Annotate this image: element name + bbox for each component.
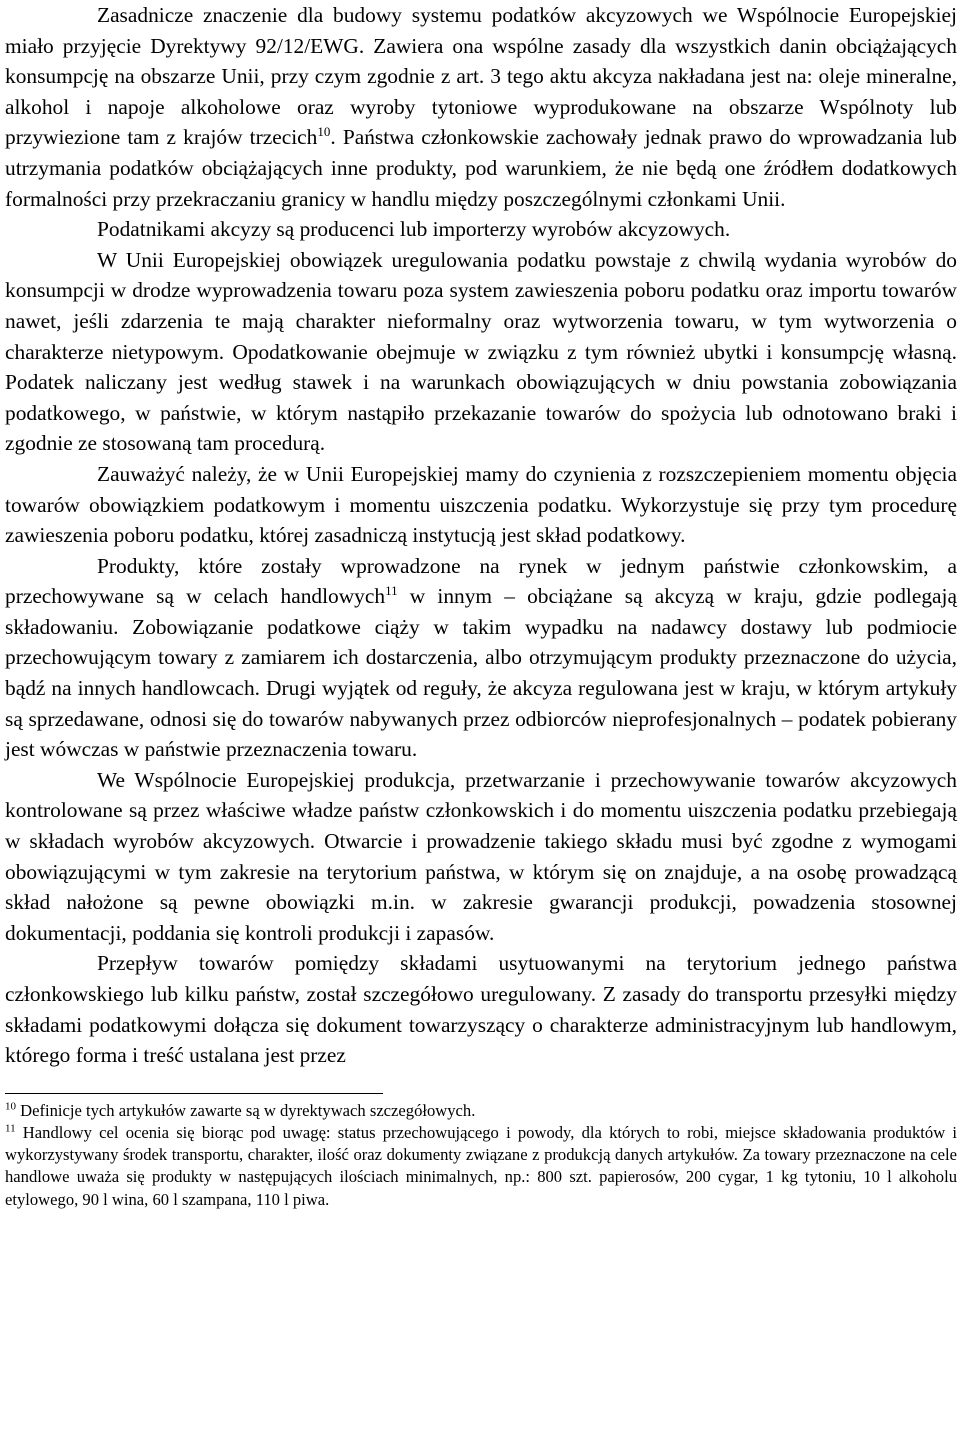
footnote-11 — [5, 1122, 957, 1211]
paragraph-directive — [5, 0, 957, 214]
footnote-10 — [5, 1100, 957, 1122]
paragraph-text: Produkty, które zostały wprowadzone na rynek w jednym państwie członkowskim, a przechowywane są w celach handlowych — [5, 553, 957, 609]
paragraph-movement: Przepływ towarów pomiędzy składami usytuowanymi na terytorium jednego państwa członkowskiego lub kilku państw, został szczegółowo uregulowany. Z zasady do transportu przesyłki między składami podatkowymi dołącza się dokument towarzyszący o charakterze administracyjnym lub handlowym, którego forma i treść ustalana jest przez — [5, 951, 957, 1068]
paragraph-text: w innym – obciążane są akcyzą w kraju, gdzie podlegają składowaniu. Zobowiązanie podatkowe ciąży w takim wypadku na nadawcy dostawy lub podmiocie przechowującym towary z zamiarem ich dostarczenia, albo otrzymującym produkty przeznaczone do użycia, bądź na innych handlowcach. Drugi wyjątek od reguły, że akcyza regulowana jest w kraju, w którym artykuły są sprzedawane, odnosi się do towarów nabywanych przez odbiorców nieprofesjonalnych – podatek pobierany jest wówczas w państwie przeznaczenia towaru. — [5, 584, 957, 762]
footnote-separator — [5, 1093, 383, 1094]
footnote-text: Definicje tych artykułów zawarte są w dyrektywach szczegółowych. — [16, 1100, 476, 1120]
footnote-text: Handlowy cel ocenia się biorąc pod uwagę: status przechowującego i powody, dla których to robi, miejsce składowania produktów i wykorzystywany środek transportu, charakter, ilość oraz dokumenty związane z produkcją danych artykułów. Za towary przeznaczone na cele handlowe uważa się produkty w następujących ilościach minimalnych, np.: 800 szt. papierosów, 200 cygar, 1 kg tytoniu, 10 l alkoholu etylowego, 90 l wina, 60 l szampana, 110 l piwa. — [5, 1122, 957, 1209]
paragraph-products — [5, 551, 957, 765]
paragraph-taxpayers: Podatnikami akcyzy są producenci lub importerzy wyrobów akcyzowych. — [97, 217, 731, 242]
footnotes — [5, 1100, 957, 1211]
footnote-ref-11[interactable]: 11 — [385, 583, 398, 599]
paragraph-obligation: W Unii Europejskiej obowiązek uregulowania podatku powstaje z chwilą wydania wyrobów do konsumpcji w drodze wyprowadzenia towaru poza system zawieszenia poboru podatku oraz importu towarów nawet, jeśli zdarzenia te mają charakter nieformalny oraz wytworzenia towaru, w tym wytworzenia o charakterze nietypowym. Opodatkowanie obejmuje w związku z tym również ubytki i konsumpcję własną. Podatek naliczany jest według stawek i na warunkach obowiązujących w dniu powstania zobowiązania podatkowego, w państwie, w którym nastąpiło przekazanie towarów do spożycia lub odnotowano braki i zgodnie ze stosowaną tam procedurą. — [5, 247, 957, 456]
paragraph-text: . Państwa członkowskie zachowały jednak prawo do wprowadzania lub utrzymania podatków obciążających inne produkty, pod warunkiem, że nie będą one źródłem dodatkowych formalności przy przekraczaniu granicy w handlu między poszczególnymi członkami Unii. — [5, 125, 957, 211]
footnote-number: 10 — [5, 1100, 16, 1113]
footnote-ref-10[interactable]: 10 — [317, 124, 331, 140]
paragraph-tax-warehouse: We Wspólnocie Europejskiej produkcja, przetwarzanie i przechowywanie towarów akcyzowych kontrolowane są przez właściwe władze państw członkowskich i do momentu uiszczenia podatku przebiegają w składach wyrobów akcyzowych. Otwarcie i prowadzenie takiego składu musi być zgodne z wymogami obowiązującymi w tym zakresie na terytorium państwa, w którym się on znajduje, a na osobę prowadzącą skład nałożone są pewne obowiązki m.in. w zakresie gwarancji produkcji, powadzenia stosownej dokumentacji, poddania się kontroli produkcji i zapasów. — [5, 767, 957, 945]
paragraph-text: Zasadnicze znaczenie dla budowy systemu podatków akcyzowych we Wspólnocie Europejskiej miało przyjęcie Dyrektywy 92/12/EWG. Zawiera ona wspólne zasady dla wszystkich danin obciążających konsumpcję na obszarze Unii, przy czym zgodnie z art. 3 tego aktu akcyza nakładana jest na: oleje mineralne, alkohol i napoje alkoholowe oraz wyroby tytoniowe wyprodukowane na obszarze Wspólnoty lub przywiezione tam z krajów trzecich — [5, 3, 957, 150]
paragraph-split-moment: Zauważyć należy, że w Unii Europejskiej mamy do czynienia z rozszczepieniem momentu objęcia towarów obowiązkiem podatkowym i momentu uiszczenia podatku. Wykorzystuje się przy tym procedurę zawieszenia poboru podatku, której zasadniczą instytucją jest skład podatkowy. — [5, 461, 957, 548]
document-page — [5, 0, 957, 1211]
footnote-number: 11 — [5, 1122, 16, 1135]
